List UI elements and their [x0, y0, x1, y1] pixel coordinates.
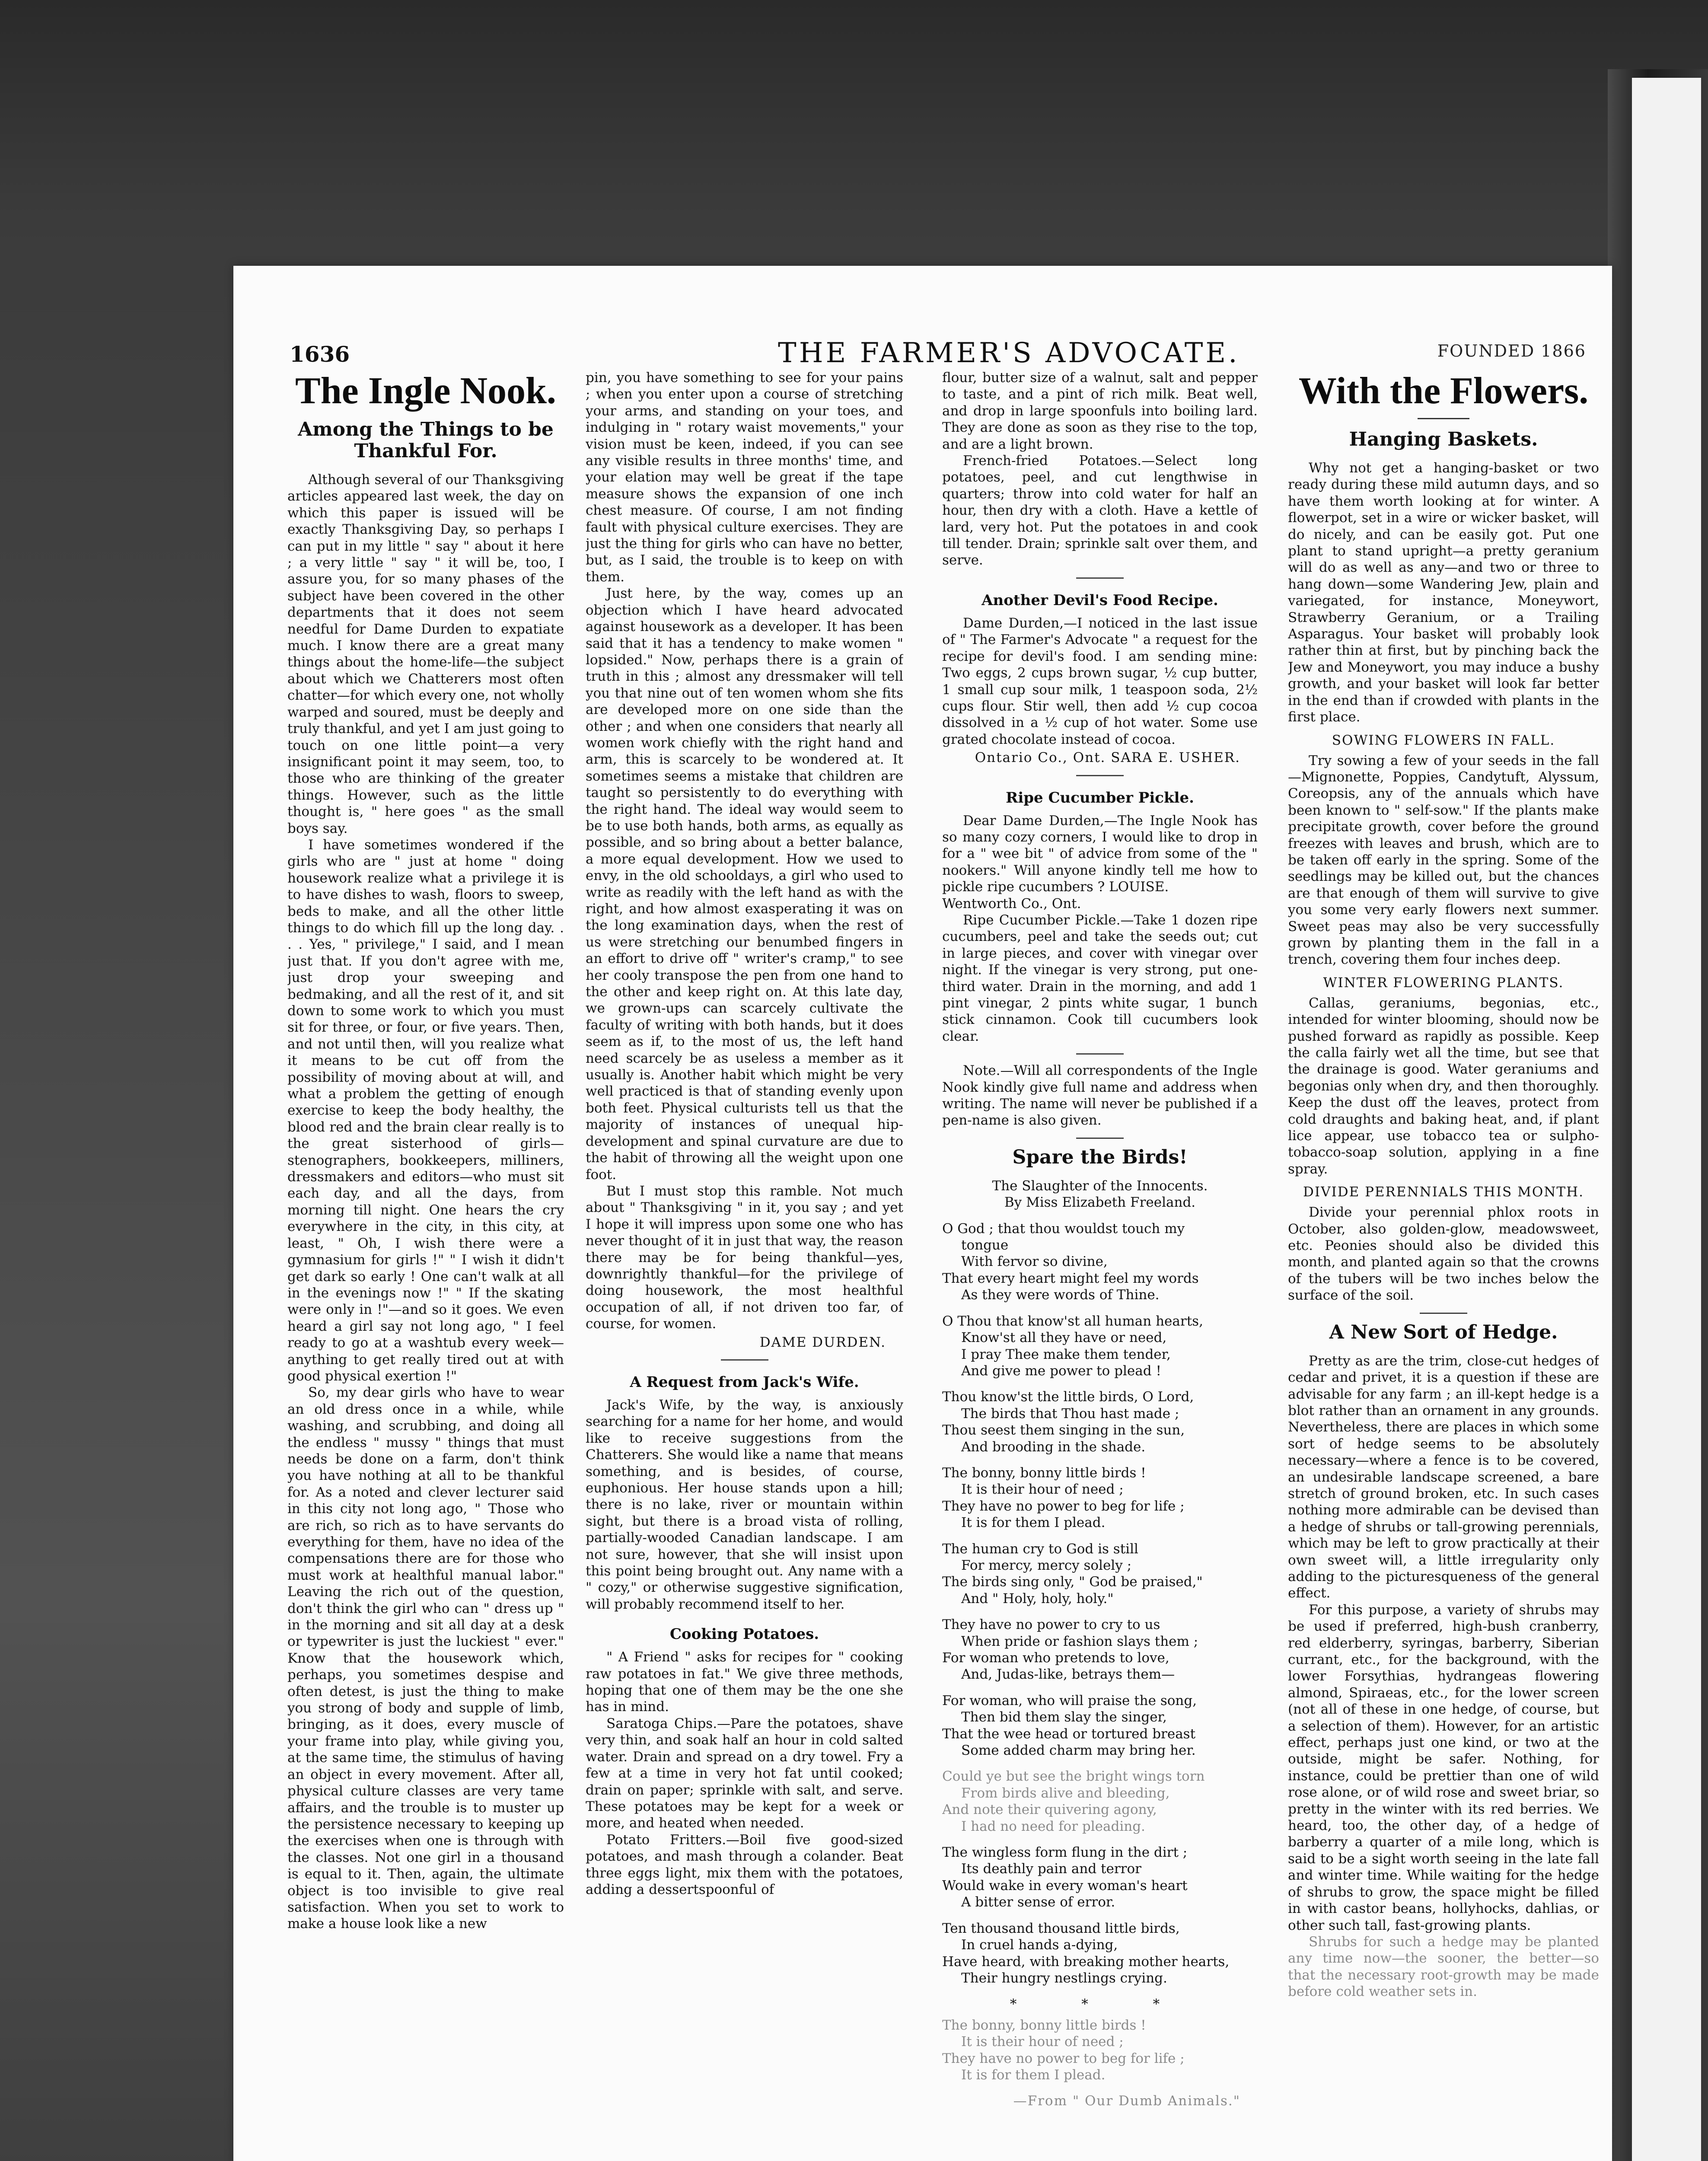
poem-line: It is for them I plead.: [961, 2067, 1106, 2083]
page-number: 1636: [290, 341, 350, 367]
poem-stanza: [942, 1541, 1258, 1607]
poem-line: For mercy, mercy solely ;: [961, 1557, 1132, 1573]
article-paragraph: For this purpose, a variety of shrubs may be used if preferred, high-bush cranberry, red elderberry, syringas, barberry, Siberian currant, etc., for the background, with the lower Forsythias, hydrangeas flowering almond, Spiraeas, etc., for the lower screen (not all of these in one hedge, of course, but a selection of them). However, for an artistic effect, perhaps just one kind, or two at the outside, might be safer. Nothing, for instance, could be prettier than one of wild rose alone, or of wild rose and sweet briar, so pretty in the winter with its red berries. We heard, too, the other day, of a hedge of barberry a quarter of a mile long, which is said to be a sight worth seeing in the late fall and winter time. While waiting for the hedge of shrubs to grow, the space might be filled in with castor beans, hollyhocks, dahlias, or other such tall, fast-growing plants.: [1288, 1602, 1599, 1933]
poem-line: Have heard, with breaking mother hearts,: [942, 1954, 1230, 1970]
poem-line: Thou know'st the little birds, O Lord,: [942, 1389, 1194, 1405]
article-paragraph: Callas, geraniums, begonias, etc., intended for winter blooming, should now be pushed forward as rapidly as possible. Keep the calla fairly wet all the time, but see that the drainage is good. Water geraniums and begonias only when dry, and then thoroughly. Keep the dust off the leaves, protect from cold draughts and baking heat, and, if plant lice appear, use tobacco tea or sulpho-tobacco-soap solution, applying in a fine spray.: [1288, 995, 1599, 1177]
section-heading: WINTER FLOWERING PLANTS.: [1323, 975, 1564, 991]
poem-stanza: [942, 1692, 1258, 1759]
poem-line: For woman who pretends to love,: [942, 1650, 1169, 1666]
poem-line: The bonny, bonny little birds !: [942, 1465, 1146, 1481]
poem-line: That every heart might feel my words: [942, 1270, 1199, 1286]
divider: [1076, 775, 1124, 776]
article-paragraph: pin, you have something to see for your pains ; when you enter upon a course of stretching your arms, and standing on your toes, and indulging in " rotary waist movements," your vision must be keen, indeed, if you can see any visible results in three months' time, and your elation may well be great if the tape measure shows the expansion of one inch chest measure. Of course, I am not finding fault with physical culture exercises. They are just the thing for girls who can have no better, but, as I said, the trouble is to keep on with them.: [586, 370, 903, 585]
section-heading: Another Devil's Food Recipe.: [981, 591, 1218, 609]
poem-line: They have no power to cry to us: [942, 1617, 1160, 1633]
divider: [1076, 577, 1124, 579]
journal-title: THE FARMER'S ADVOCATE.: [778, 337, 1240, 369]
poem-source: —From " Our Dumb Animals.": [1013, 2093, 1240, 2109]
poem-line: For woman, who will praise the song,: [942, 1692, 1197, 1708]
article-heading: Among the Things to be Thankful For.: [298, 418, 554, 462]
section-heading: DIVIDE PERENNIALS THIS MONTH.: [1303, 1184, 1584, 1200]
poem-stanza: [942, 1844, 1258, 1911]
poem-line: O God ; that thou wouldst touch my: [942, 1221, 1185, 1237]
poem-line: When pride or fashion slays them ;: [961, 1633, 1198, 1649]
ingle-nook-heading: The Ingle Nook.: [295, 370, 556, 412]
article-paragraph: Saratoga Chips.—Pare the potatoes, shave very thin, and soak half an hour in cold salted water. Drain and spread on a dry towel. Fry a few at a time in very hot fat until cooked; drain on paper; sprinkle with salt, and serve. These potatoes may be kept for a week or more, and heated when needed.: [586, 1715, 903, 1831]
article-paragraph: Although several of our Thanksgiving articles appeared last week, the day on which this paper is issued will be exactly Thanksgiving Day, so perhaps I can put in my little " say " about it here ; a very little " say " it will be, too, I assure you, for so many phases of the subject have been covered in the other departments that it does not seem needful for Dame Durden to expatiate much. I know there are a great many things about the home-life—the subject about which we Chatterers most often chatter—for which every one, not wholly warped and soured, must be deeply and truly thankful, and yet I am just going to touch on one little point—a very insignificant point it may seem, too, to those who are thinking of the greater things. However, such as the little thought is, " here goes " as the small boys say.: [287, 472, 564, 836]
article-paragraph: Potato Fritters.—Boil five good-sized potatoes, and mash through a colander. Beat three eggs light, mix them with the potatoes, adding a dessertspoonful of: [586, 1832, 903, 1897]
poem-line: And note their quivering agony,: [942, 1802, 1157, 1818]
article-paragraph: Pretty as are the trim, close-cut hedges of cedar and privet, it is a question if these are advisable for any farm ; an ill-kept hedge is a blot rather than an ornament in any grounds. Nevertheless, there are places in which some sort of hedge seems to be absolutely necessary—where a fence is to be covered, an undesirable landscape screened, a bare stretch of ground broken, etc. In such cases nothing more admirable can be devised than a hedge of shrubs or tall-growing perennials, which may be left to grow practically at their own sweet will, a little irregularity only adding to the picturesqueness of the general effect.: [1288, 1353, 1599, 1601]
column-4: [1288, 370, 1599, 2161]
article-paragraph: So, my dear girls who have to wear an old dress once in a while, while washing, and scrubbing, and doing all the endless " mussy " things that must needs be done on a farm, don't think you have nothing at all to be thankful for. As a noted and clever lecturer said in this city not long ago, " Those who are rich, so rich as to have servants do everything for them, have no idea of the compensations there are for those who must work at healthful manual labor." Leaving the rich out of the question, don't think the girl who can " dress up " in the morning and sit all day at a desk or typewriter is just the luckiest " ever." Know that the housework which, perhaps, you sometimes despise and often detest, is just the thing to make you strong of body and supple of limb, bringing, as it does, every muscle of your frame into play, while giving you, at the same time, the stimulus of having an object in every movement. After all, physical culture classes are very tame affairs, and the trouble is to muster up the persistence necessary to keeping up the exercises when one is through with the classes. Not one girl in a thousand is equal to it. Then, again, the ultimate object is too invisible to give real satisfaction. When you set to work to make a house look like a new: [287, 1385, 564, 1932]
section-heading: Spare the Birds!: [1012, 1146, 1188, 1168]
poem-line: Thou seest them singing in the sun,: [942, 1422, 1185, 1438]
poem-line: In cruel hands a-dying,: [961, 1937, 1118, 1953]
poem-stanza: [942, 1389, 1258, 1455]
column-3: [942, 370, 1258, 2161]
poem-line: The wingless form flung in the dirt ;: [942, 1845, 1188, 1861]
signature: Ontario Co., Ont. SARA E. USHER.: [975, 750, 1240, 766]
article-paragraph: Divide your perennial phlox roots in October, also golden-glow, meadowsweet, etc. Peonies should also be divided this month, and planted again so that the crowns of the tubers will be two inches below the surface of the soil.: [1288, 1205, 1599, 1304]
poem-line: It is their hour of need ;: [961, 2034, 1124, 2050]
article-paragraph: Just here, by the way, comes up an objection which I have heard advocated against housework as a developer. It has been said that it has a tendency to make women " lopsided." Now, perhaps there is a grain of truth in this ; almost any dressmaker will tell you that nine out of ten women whom she fits are developed more on one side than the other ; and when one considers that nearly all women work chiefly with the right hand and arm, this is scarcely to be wondered at. It sometimes seems a mistake that children are taught so persistently to do everything with the right hand. The ideal way would seem to be to use both hands, both arms, as equally as possible, and so bring about a better balance, a more equal development. How we used to envy, in the old schooldays, a girl who used to write as readily with the left hand as with the right, and how almost exasperating it was on the long examination days, when the rest of us were stretching our benumbed fingers in an effort to drive off " writer's cramp," to see her cooly transpose the pen from one hand to the other and keep right on. At this late day, we grown-ups can scarcely cultivate the faculty of writing with both hands, but it does seem as if, to the most of us, the left hand need scarcely be as useless a member as it usually is. Another habit which might be very well practiced is that of standing evenly upon both feet. Physical culturists tell us that the majority of instances of unequal hip-development and spinal curvature are due to the habit of throwing all the weight upon one foot.: [586, 586, 903, 1182]
poem-line: It is for them I plead.: [961, 1515, 1106, 1531]
poem-line: And, Judas-like, betrays them—: [961, 1667, 1175, 1683]
section-heading: SOWING FLOWERS IN FALL.: [1332, 732, 1555, 748]
poem-line: I had no need for pleading.: [961, 1818, 1145, 1834]
flowers-heading: With the Flowers.: [1298, 370, 1589, 412]
poem-line: It is their hour of need ;: [961, 1482, 1124, 1498]
poem-line: And brooding in the shade.: [961, 1439, 1146, 1455]
poem-line: With fervor so divine,: [961, 1254, 1108, 1270]
poem-stanza: [942, 1221, 1258, 1304]
article-paragraph: Dear Dame Durden,—The Ingle Nook has so many cozy corners, I would like to drop in for a " wee bit " of advice from some of the " nookers." Will anyone kindly tell me how to pickle ripe cucumbers ? LOUISE.: [942, 813, 1258, 895]
poem-line: The birds that Thou hast made ;: [961, 1406, 1179, 1422]
poem-stanza: [942, 2017, 1258, 2084]
poem-line: The human cry to God is still: [942, 1541, 1138, 1557]
poem-line: A bitter sense of error.: [961, 1894, 1115, 1910]
facing-page-edge: [1632, 78, 1701, 2161]
poem-line: Some added charm may bring her.: [961, 1743, 1196, 1759]
article-paragraph: I have sometimes wondered if the girls who are " just at home " doing housework realize what a privilege it is to have dishes to wash, floors to sweep, beds to make, and all the other little things to do which fill up the long day. . . . Yes, " privilege," I said, and I mean just that. If you don't agree with me, just drop your sweeping and bedmaking, and all the rest of it, and sit down to some work to which you must sit for three, or four, or five years. Then, and not until then, will you realize what it means to be cut off from the possibility of moving about at will, and what a problem the getting of enough exercise to keep the body healthy, the blood red and the brain clear really is to the great sisterhood of girls—stenographers, bookkeepers, milliners, dressmakers and editors—who must sit each day, and all the days, from morning till night. One hears the cry everywhere in the city, in this city, at least, " Oh, I wish there were a gymnasium for girls !" " I wish it didn't get dark so early ! One can't walk at all in the evenings now !" " If the skating were only in !"—and so it goes. We even heard a girl say not long ago, " I feel ready to go at a washtub every week—anything to get really tired out at with good physical exertion !": [287, 837, 564, 1384]
poem-line: Then bid them slay the singer,: [961, 1709, 1167, 1725]
section-heading: A Request from Jack's Wife.: [630, 1373, 859, 1391]
article-paragraph: flour, butter size of a walnut, salt and pepper to taste, and a pint of rich milk. Beat well, and drop in large spoonfuls into boiling lard. They are done as soon as they rise to the top, and are a light brown.: [942, 370, 1258, 452]
article-paragraph: " A Friend " asks for recipes for " cooking raw potatoes in fat." We give three methods, hoping that one of them may be the one she has in mind.: [586, 1649, 903, 1715]
poem-stanza: [942, 1465, 1258, 1531]
article-paragraph: French-fried Potatoes.—Select long potatoes, peel, and cut lengthwise in quarters; throw into cold water for half an hour, then dry with a cloth. Have a kettle of lard, very hot. Put the potatoes in and cook till tender. Drain; sprinkle salt over them, and serve.: [942, 453, 1258, 568]
poem-line: As they were words of Thine.: [961, 1287, 1160, 1303]
poem-line: I pray Thee make them tender,: [961, 1346, 1171, 1362]
column-1: [287, 370, 564, 2161]
newspaper-page: [233, 266, 1612, 2161]
poem-stanza: [942, 1768, 1258, 1835]
poem-line: tongue: [961, 1237, 1009, 1253]
section-heading: Cooking Potatoes.: [669, 1626, 819, 1643]
poem-line: Could ye but see the bright wings torn: [942, 1769, 1205, 1785]
section-heading: A New Sort of Hedge.: [1329, 1321, 1558, 1343]
founded-line: FOUNDED 1866: [1437, 341, 1586, 360]
poem-line: Know'st all they have or need,: [961, 1330, 1167, 1346]
article-paragraph: Jack's Wife, by the way, is anxiously searching for a name for her home, and would like to receive suggestions from the Chatterers. She would like a name that means something, and is besides, of course, euphonious. Her house stands upon a hill; there is no lake, river or mountain within sight, but there is a broad vista of rolling, partially-wooded Canadian landscape. I am not sure, however, that she will insist upon this point being brought out. Any name with a " cozy," or otherwise suggestive signification, will probably recommend itself to her.: [586, 1397, 903, 1612]
poem-line: The birds sing only, " God be praised,": [942, 1574, 1203, 1590]
poem-line: They have no power to beg for life ;: [942, 1498, 1185, 1514]
poem-line: They have no power to beg for life ;: [942, 2050, 1185, 2066]
poem-line: Would wake in every woman's heart: [942, 1877, 1188, 1893]
article-paragraph: Dame Durden,—I noticed in the last issue of " The Farmer's Advocate " a request for the recipe for devil's food. I am sending mine: Two eggs, 2 cups brown sugar, ½ cup butter, 1 small cup sour milk, 1 teaspoon soda, 2½ cups flour. Stir well, then add ½ cup cocoa dissolved in a ½ cup of hot water. Some use grated chocolate instead of cocoa.: [942, 615, 1258, 747]
section-heading: Ripe Cucumber Pickle.: [1006, 789, 1194, 806]
poem-subtitle: The Slaughter of the Innocents.: [992, 1178, 1208, 1194]
divider: [1420, 1313, 1467, 1314]
poem-line: Their hungry nestlings crying.: [961, 1970, 1167, 1986]
signature: DAME DURDEN.: [759, 1334, 886, 1350]
column-2: [586, 370, 903, 2161]
article-paragraph: But I must stop this ramble. Not much about " Thanksgiving " in it, you say ; and yet I hope it will impress upon some one who has never thought of it in just that way, the reason there may be for being thankful—yes, downrightly thankful—for the privilege of doing housework, the most healthful occupation of all, if not driven too far, of course, for women.: [586, 1183, 903, 1332]
section-heading: Hanging Baskets.: [1349, 428, 1538, 450]
divider: [1076, 1053, 1124, 1055]
poem-line: From birds alive and bleeding,: [961, 1785, 1170, 1801]
poem-line: Ten thousand thousand little birds,: [942, 1920, 1180, 1936]
poem-line: That the wee head or tortured breast: [942, 1726, 1196, 1742]
signature: Wentworth Co., Ont.: [942, 896, 1081, 912]
article-paragraph: Try sowing a few of your seeds in the fall—Mignonette, Poppies, Candytuft, Alyssum, Coreopsis, any of the annuals which have been known to " self-sow." If the plants make precipitate growth, cover before the ground freezes with leaves and brush, which are to be taken off early in the spring. Some of the seedlings may be killed out, but the chances are that enough of them will survive to give you some very early flowers next summer. Sweet peas may also be very successfully grown by planting them in the fall in a trench, covering them four inches deep.: [1288, 752, 1599, 968]
poem-line: The bonny, bonny little birds !: [942, 2017, 1146, 2033]
poem-author: By Miss Elizabeth Freeland.: [1004, 1195, 1196, 1211]
poem-line: O Thou that know'st all human hearts,: [942, 1313, 1203, 1329]
poem-line: And " Holy, holy, holy.": [961, 1590, 1114, 1606]
divider: [721, 1359, 768, 1361]
poem-line: And give me power to plead !: [961, 1363, 1161, 1379]
poem-stanza: [942, 1616, 1258, 1683]
poem-stanza: [942, 1313, 1258, 1380]
divider: [1418, 418, 1469, 419]
poem-stars: * * *: [1010, 1996, 1190, 2012]
article-paragraph: Note.—Will all correspondents of the Ingle Nook kindly give full name and address when writing. The name will never be published if a pen-name is also given.: [942, 1063, 1258, 1128]
divider: [1076, 1138, 1124, 1139]
article-paragraph: Ripe Cucumber Pickle.—Take 1 dozen ripe cucumbers, peel and take the seeds out; cut in large pieces, and cover with vinegar over night. If the vinegar is very strong, put one-third water. Drain in the morning, and add 1 pint vinegar, 2 pints white sugar, 1 bunch stick cinnamon. Cook till cucumbers look clear.: [942, 912, 1258, 1044]
article-paragraph: Shrubs for such a hedge may be planted any time now—the sooner, the better—so that the necessary root-growth may be made before cold weather sets in.: [1288, 1934, 1599, 2000]
poem-stanza: [942, 1920, 1258, 1987]
poem-line: Its deathly pain and terror: [961, 1861, 1141, 1877]
article-paragraph: Why not get a hanging-basket or two ready during these mild autumn days, and so have them worth looking at for winter. A flowerpot, set in a wire or wicker basket, will do nicely, and can be easily got. Put one plant to stand upright—a pretty geranium will do as well as any—and two or three to hang down—some Wandering Jew, plain and variegated, for instance, Moneywort, Strawberry Geranium, or a Trailing Asparagus. Your basket will probably look rather thin at first, but by pinching back the Jew and Moneywort, you may induce a bushy growth, and your basket will look far better in the end than if crowded with plants in the first place.: [1288, 460, 1599, 725]
